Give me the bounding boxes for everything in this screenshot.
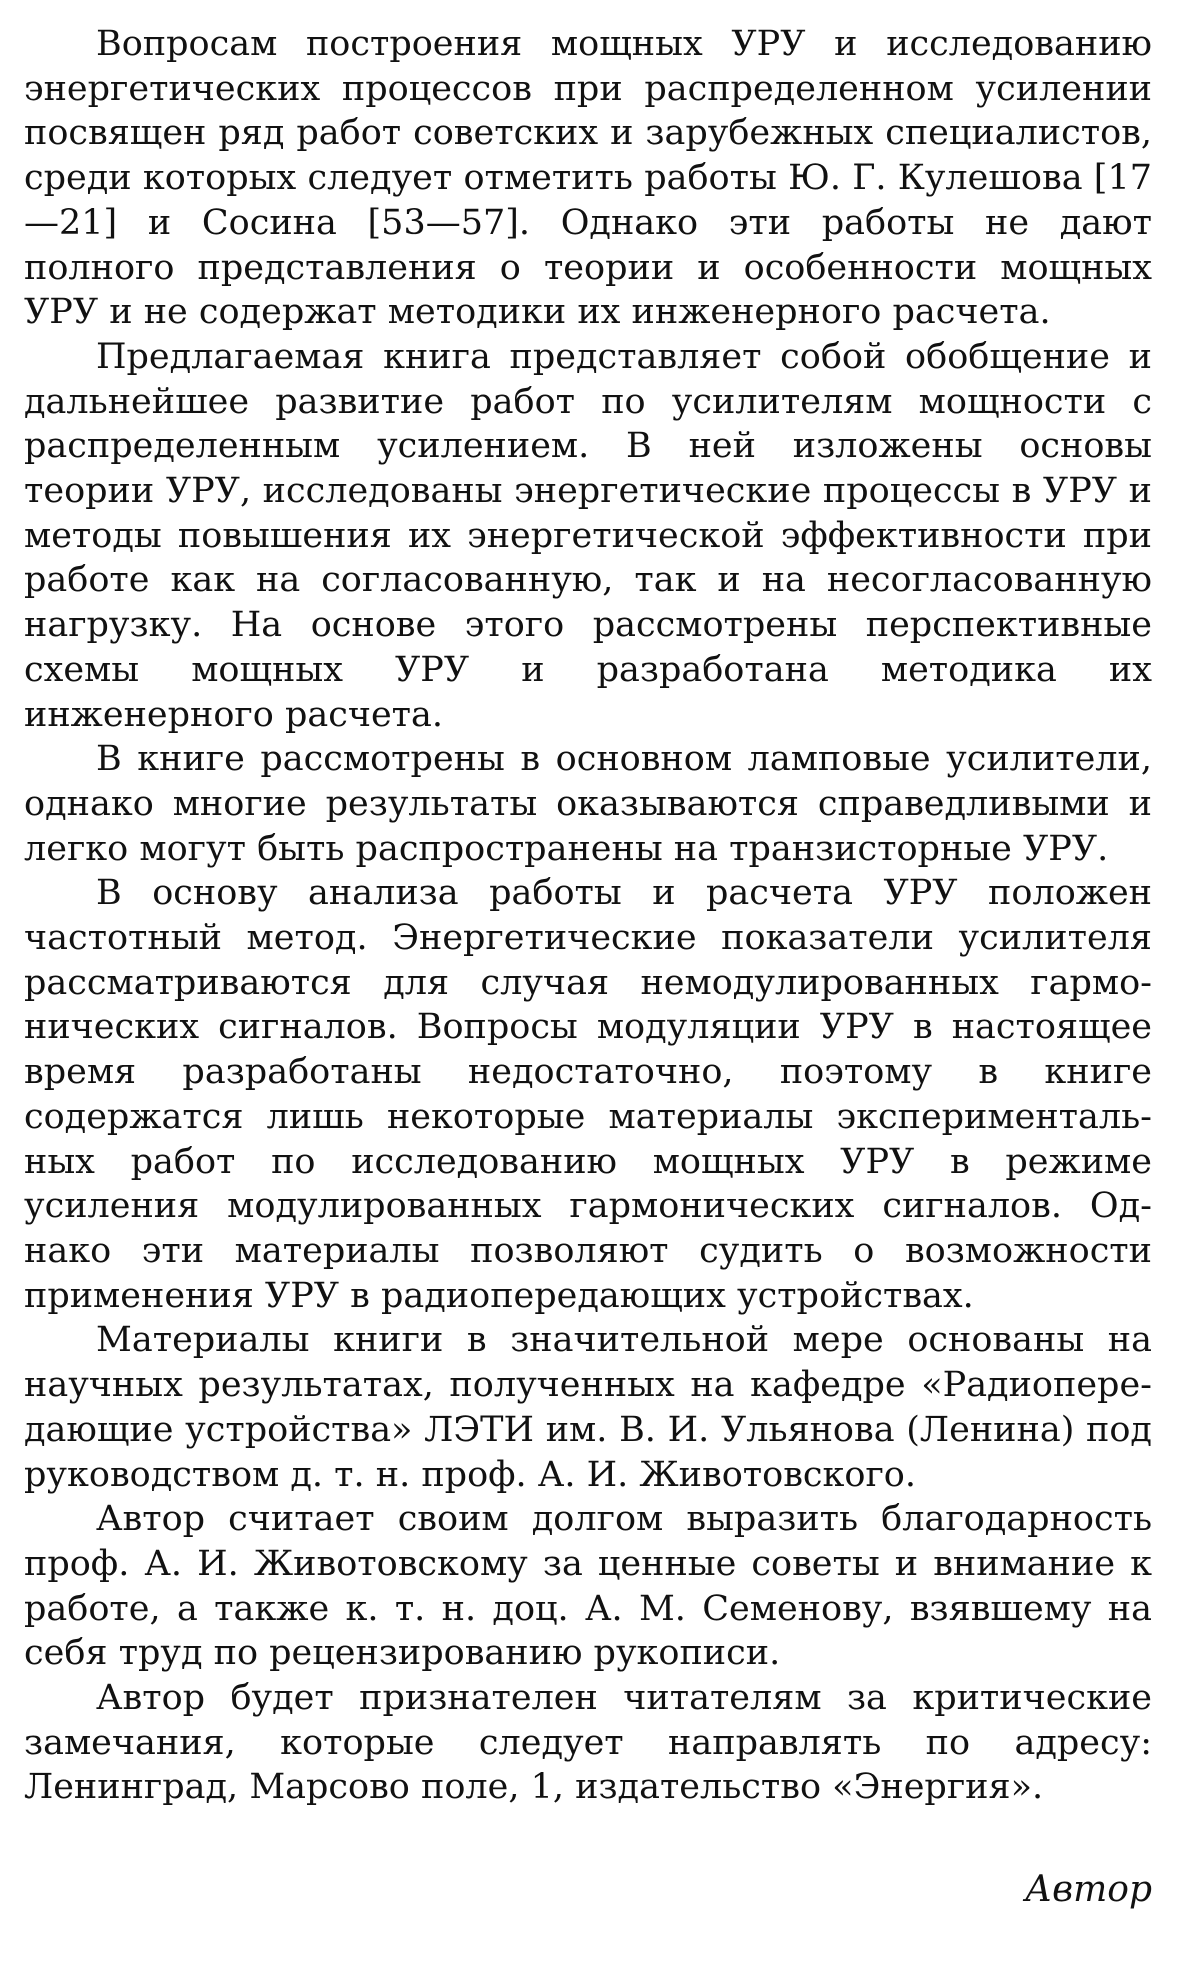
preface-text bbox=[24, 22, 1152, 1810]
paragraph-7: Автор будет признателен читателям за критические замечания, которые следует направлять по адресу: Ленинград, Марсово поле, 1, издательство «Энергия». bbox=[24, 1678, 1152, 1808]
author-signature: Автор bbox=[1024, 1869, 1152, 1910]
paragraph-4: В основу анализа работы и расчета УРУ положен частотный метод. Энергетические показатели усилителя рассматриваются для случая немодулированных гармонических сигналов. Вопросы модуляции УРУ в настоящее время разработаны недостаточно, поэтому в книге содержатся лишь некоторые материалы экспериментальных работ по исследованию мощных УРУ в режиме усиления модулированных гармонических сигналов. Однако эти материалы позволяют судить о возможности применения УРУ в радиопередающих устройствах. bbox=[24, 873, 1152, 1316]
paragraph-2: Предлагаемая книга представляет собой обобщение и дальнейшее развитие работ по усилителям мощности с распределенным усилением. В ней изложены основы теории УРУ, исследованы энергетические процессы в УРУ и методы повышения их энергетической эффективности при работе как на согласованную, так и на несогласованную нагрузку. На основе этого рассмотрены перспективные схемы мощных УРУ и разработана методика их инженерного расчета. bbox=[24, 336, 1152, 735]
paragraph-5: Материалы книги в значительной мере основаны на научных результатах, полученных на кафедре «Радиопередающие устройства» ЛЭТИ им. В. И. Ульянова (Ленина) под руководством д. т. н. проф. А. И. Животовского. bbox=[24, 1320, 1152, 1495]
paragraph-6: Автор считает своим долгом выразить благодарность проф. А. И. Животовскому за ценные советы и внимание к работе, а также к. т. н. доц. А. М. Семенову, взявшему на себя труд по рецензированию рукописи. bbox=[24, 1499, 1152, 1674]
paragraph-1: Вопросам построения мощных УРУ и исследованию энергетических процессов при распределенном усилении посвящен ряд работ советских и зарубежных специалистов, среди которых следует отметить работы Ю. Г. Кулешова [17—21] и Сосина [53—57]. Однако эти работы не дают полного представления о теории и особенности мощных УРУ и не содержат методики их инженерного расчета. bbox=[24, 24, 1152, 333]
paragraph-3: В книге рассмотрены в основном ламповые усилители, однако многие результаты оказываются справедливыми и легко могут быть распространены на транзисторные УРУ. bbox=[24, 739, 1152, 869]
